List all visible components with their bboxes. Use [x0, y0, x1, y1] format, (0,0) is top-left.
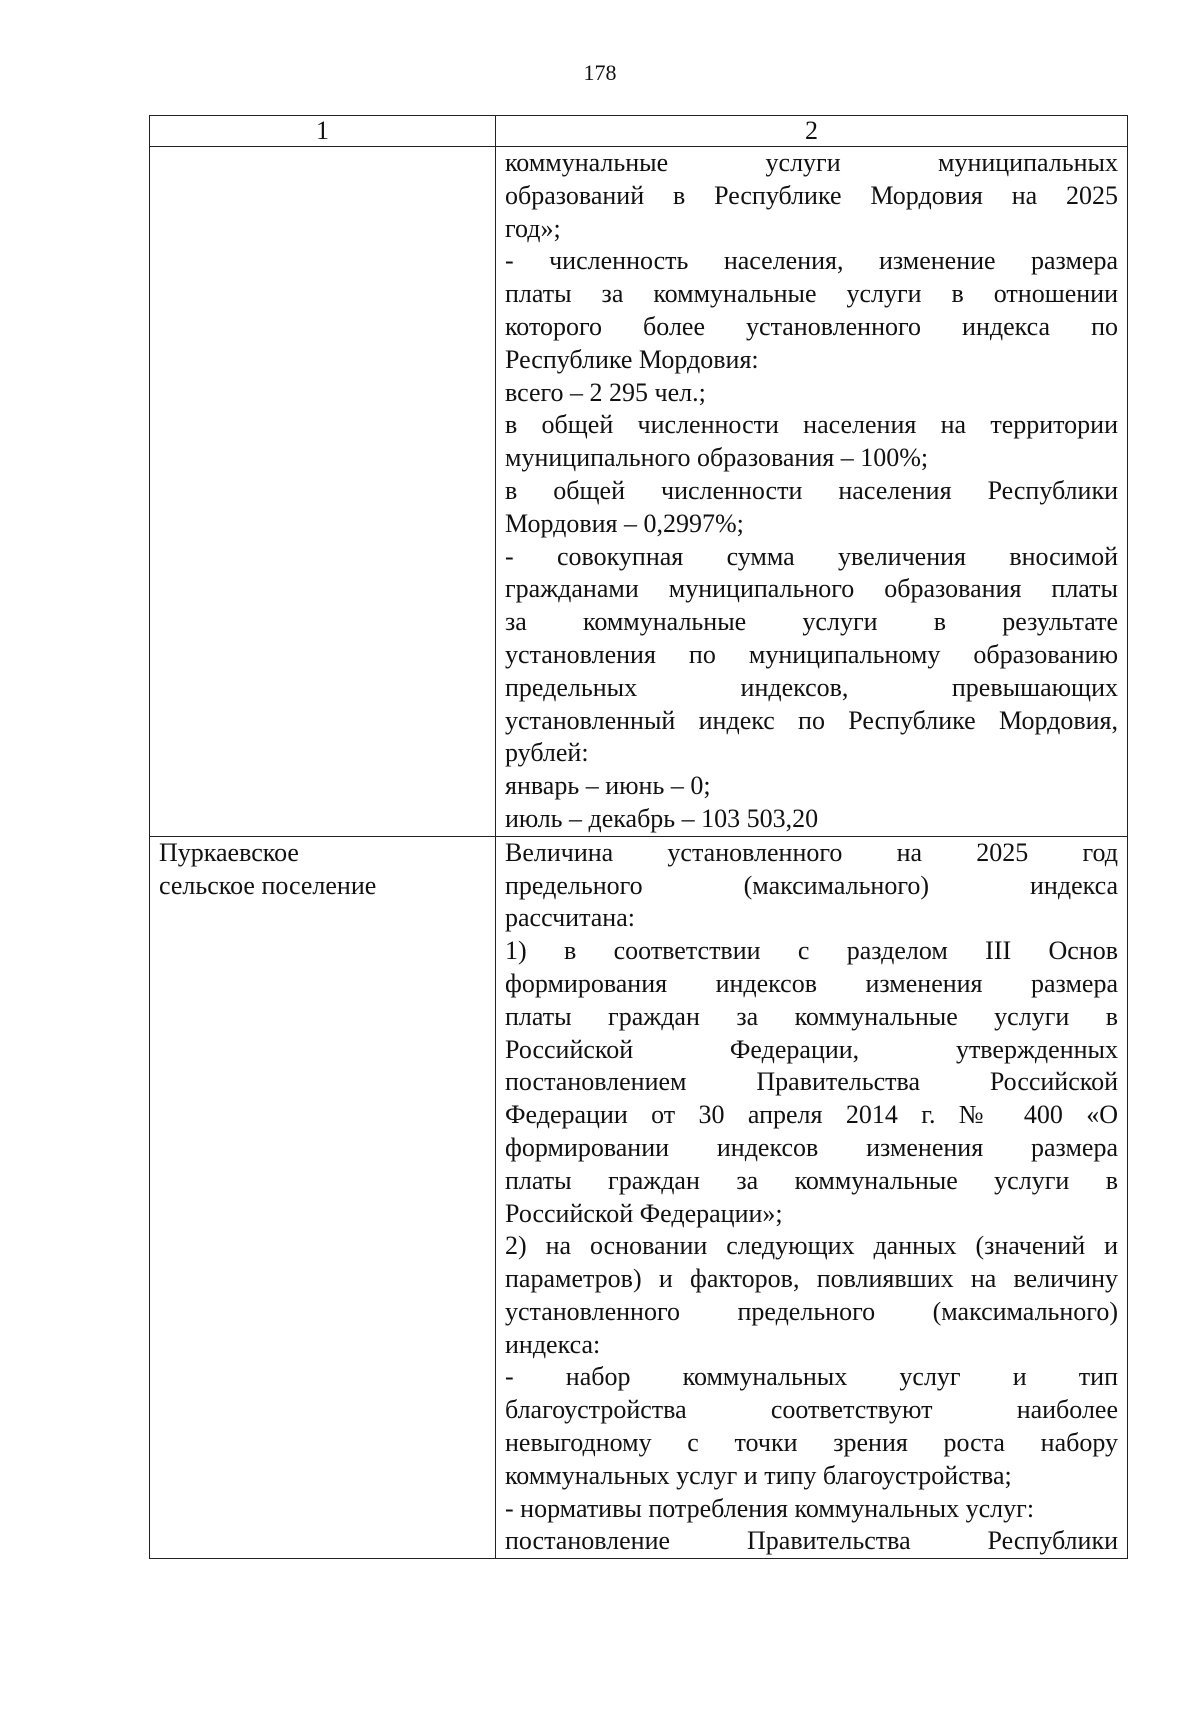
description-line: платы граждан за коммунальные услуги в: [505, 1165, 1118, 1195]
description-line: платы граждан за коммунальные услуги в: [505, 1001, 1118, 1031]
description-line: постановление Правительства Республики: [505, 1526, 1118, 1556]
description-line: Российской Федерации, утвержденных: [505, 1034, 1118, 1064]
description-line: параметров) и факторов, повлиявших на величину: [505, 1264, 1118, 1294]
page-number: 178: [583, 60, 617, 85]
description-line: Мордовия – 0,2997%;: [505, 508, 744, 538]
description-line: индекса:: [505, 1329, 601, 1359]
description-line: всего – 2 295 чел.;: [505, 377, 706, 407]
description-line: коммунальные услуги муниципальных: [505, 148, 1118, 177]
table-row: [150, 836, 1128, 1559]
description-line: гражданами муниципального образования платы: [505, 574, 1118, 604]
description-line: постановлением Правительства Российской: [505, 1067, 1118, 1097]
column-header-2: 2: [496, 116, 1128, 147]
description-line: установления по муниципальному образованию: [505, 639, 1118, 669]
description-line: июль – декабрь – 103 503,20: [505, 803, 819, 833]
description-line: Величина установленного на 2025 год: [505, 837, 1118, 867]
description-line: предельного (максимального) индекса: [505, 870, 1118, 900]
description-line: муниципального образования – 100%;: [505, 443, 929, 473]
municipality-cell: [150, 836, 496, 1559]
description-line: в общей численности населения Республики: [505, 475, 1118, 505]
description-line: рублей:: [505, 738, 589, 768]
description-line: формирования индексов изменения размера: [505, 968, 1118, 998]
description-line: невыгодному с точки зрения роста набору: [505, 1428, 1118, 1458]
description-line: - набор коммунальных услуг и тип: [505, 1362, 1118, 1392]
municipality-cell: [150, 147, 496, 837]
description-line: Республике Мордовия:: [505, 344, 759, 374]
table-header-row: [150, 116, 1128, 147]
column-header-1: 1: [150, 116, 496, 147]
description-line: установленный индекс по Республике Мордовия,: [505, 705, 1118, 735]
description-line: платы за коммунальные услуги в отношении: [505, 279, 1118, 309]
description-line: за коммунальные услуги в результате: [505, 607, 1118, 637]
description-line: 2) на основании следующих данных (значений и: [505, 1231, 1118, 1261]
description-line: формировании индексов изменения размера: [505, 1132, 1118, 1162]
description-line: - численность населения, изменение размера: [505, 246, 1118, 276]
description-line: - нормативы потребления коммунальных услуг:: [505, 1493, 1035, 1523]
description-line: благоустройства соответствуют наиболее: [505, 1395, 1118, 1425]
municipality-name-line: сельское поселение: [159, 870, 377, 900]
description-line: январь – июнь – 0;: [505, 771, 711, 801]
description-line: образований в Республике Мордовия на 2025: [505, 180, 1118, 210]
description-line: в общей численности населения на территории: [505, 410, 1118, 440]
description-line: установленного предельного (максимального): [505, 1296, 1118, 1326]
description-line: Федерации от 30 апреля 2014 г. № 400 «О: [505, 1100, 1118, 1130]
description-cell: [496, 147, 1128, 837]
table-row: [150, 147, 1128, 837]
description-cell: [496, 836, 1128, 1559]
description-line: Российской Федерации»;: [505, 1198, 783, 1228]
description-line: которого более установленного индекса по: [505, 311, 1118, 341]
document-table: [149, 115, 1128, 1559]
description-line: год»;: [505, 213, 561, 243]
municipality-name-line: Пуркаевское: [159, 837, 299, 867]
description-line: - совокупная сумма увеличения вносимой: [505, 541, 1118, 571]
description-line: 1) в соответствии с разделом III Основ: [505, 936, 1118, 966]
description-line: предельных индексов, превышающих: [505, 672, 1118, 702]
description-line: коммунальных услуг и типу благоустройства;: [505, 1460, 1012, 1490]
description-line: рассчитана:: [505, 903, 635, 933]
